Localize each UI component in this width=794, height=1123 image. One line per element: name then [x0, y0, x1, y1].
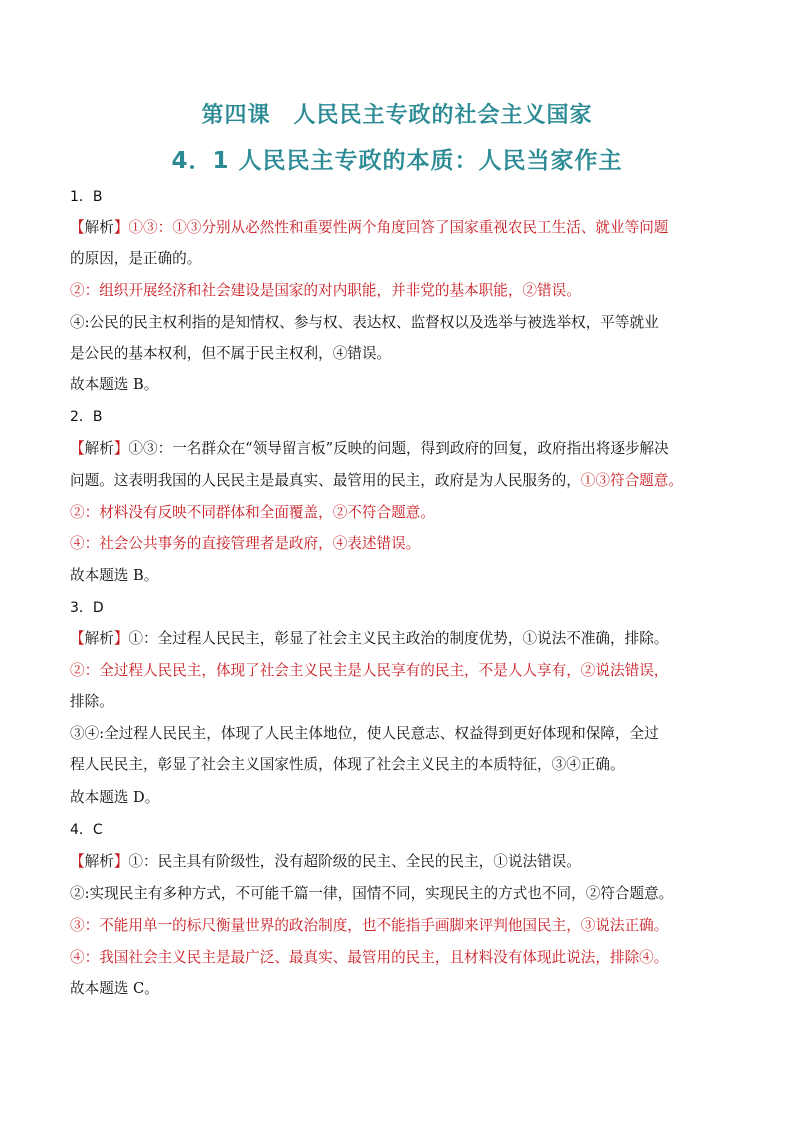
q2-analysis-line-2	[70, 471, 730, 491]
q1-conclusion: 故本题选 B。	[70, 376, 159, 393]
analysis-tag-word: 解析	[84, 853, 114, 870]
analysis-tag-word: 解析	[84, 630, 114, 647]
lesson-title: 第四课 人民民主专政的社会主义国家	[201, 103, 593, 128]
q2-text-2a: 问题。这表明我国的人民民主是最真实、最管用的民主，政府是为人民服务的，	[70, 472, 581, 489]
q4-text-4: ④：我国社会主义民主是最广泛、最真实、最管用的民主，且材料没有体现此说法，排除④。	[70, 949, 669, 966]
q2-text-4: ④：社会公共事务的直接管理者是政府，④表述错误。	[70, 535, 421, 552]
analysis-tag-open: 【	[70, 853, 85, 870]
analysis-tag-close: 】	[113, 440, 129, 457]
q3-conclusion: 故本题选 D。	[70, 789, 160, 806]
q2-text-2b: ①③符合题意。	[580, 472, 683, 489]
q3-text-4: ③④:全过程人民民主，体现了人民主体地位，使人民意志、权益得到更好体现和保障，全过	[70, 725, 659, 742]
q3-answer: 3．D	[70, 600, 104, 616]
analysis-tag-close: 】	[113, 219, 129, 236]
analysis-tag-open: 【	[70, 440, 85, 457]
analysis-tag-word: 解析	[84, 440, 114, 457]
analysis-tag-close: 】	[113, 630, 129, 647]
q2-conclusion: 故本题选 B。	[70, 567, 159, 584]
q4-analysis-line-1	[70, 852, 730, 872]
q3-text-5: 程人民民主，彰显了社会主义国家性质，体现了社会主义民主的本质特征，③④正确。	[70, 756, 625, 773]
q3-analysis-line-1	[70, 629, 730, 649]
q3-text-1: ①：全过程人民民主，彰显了社会主义民主政治的制度优势，①说法不准确，排除。	[128, 630, 669, 647]
q1-analysis-line-1	[70, 218, 730, 238]
q2-answer: 2．B	[70, 409, 103, 425]
analysis-tag-word: 解析	[84, 219, 114, 236]
analysis-tag-open: 【	[70, 219, 85, 236]
q4-text-2: ②:实现民主有多种方式，不可能千篇一律，国情不同，实现民主的方式也不同，②符合题意。	[70, 885, 674, 902]
q3-text-3: 排除。	[70, 693, 114, 710]
q1-text-2: 的原因，是正确的。	[70, 250, 202, 267]
q4-conclusion: 故本题选 C。	[70, 980, 159, 997]
q4-text-1: ①：民主具有阶级性，没有超阶级的民主、全民的民主，①说法错误。	[128, 853, 581, 870]
q2-text-1: ①③：一名群众在“领导留言板”反映的问题，得到政府的回复，政府指出将逐步解决	[128, 440, 669, 457]
section-title: 4．1 人民民主专政的本质：人民当家作主	[171, 148, 623, 174]
analysis-tag-close: 】	[113, 853, 129, 870]
q2-text-3: ②：材料没有反映不同群体和全面覆盖，②不符合题意。	[70, 504, 435, 521]
q1-text-1: ①③：①③分别从必然性和重要性两个角度回答了国家重视农民工生活、就业等问题	[128, 219, 669, 236]
q1-text-5: 是公民的基本权利，但不属于民主权利，④错误。	[70, 345, 392, 362]
analysis-tag-open: 【	[70, 630, 85, 647]
q4-text-3: ③：不能用单一的标尺衡量世界的政治制度，也不能指手画脚来评判他国民主，③说法正确。	[70, 917, 669, 934]
q4-answer: 4．C	[70, 822, 103, 838]
q1-text-3: ②：组织开展经济和社会建设是国家的对内职能，并非党的基本职能，②错误。	[70, 282, 581, 299]
q1-text-4: ④:公民的民主权利指的是知情权、参与权、表达权、监督权以及选举与被选举权，平等就业	[70, 314, 659, 331]
q2-analysis-line-1	[70, 439, 730, 459]
q3-text-2: ②：全过程人民民主，体现了社会主义民主是人民享有的民主，不是人人享有，②说法错误，	[70, 662, 669, 679]
q1-answer: 1．B	[70, 189, 103, 205]
